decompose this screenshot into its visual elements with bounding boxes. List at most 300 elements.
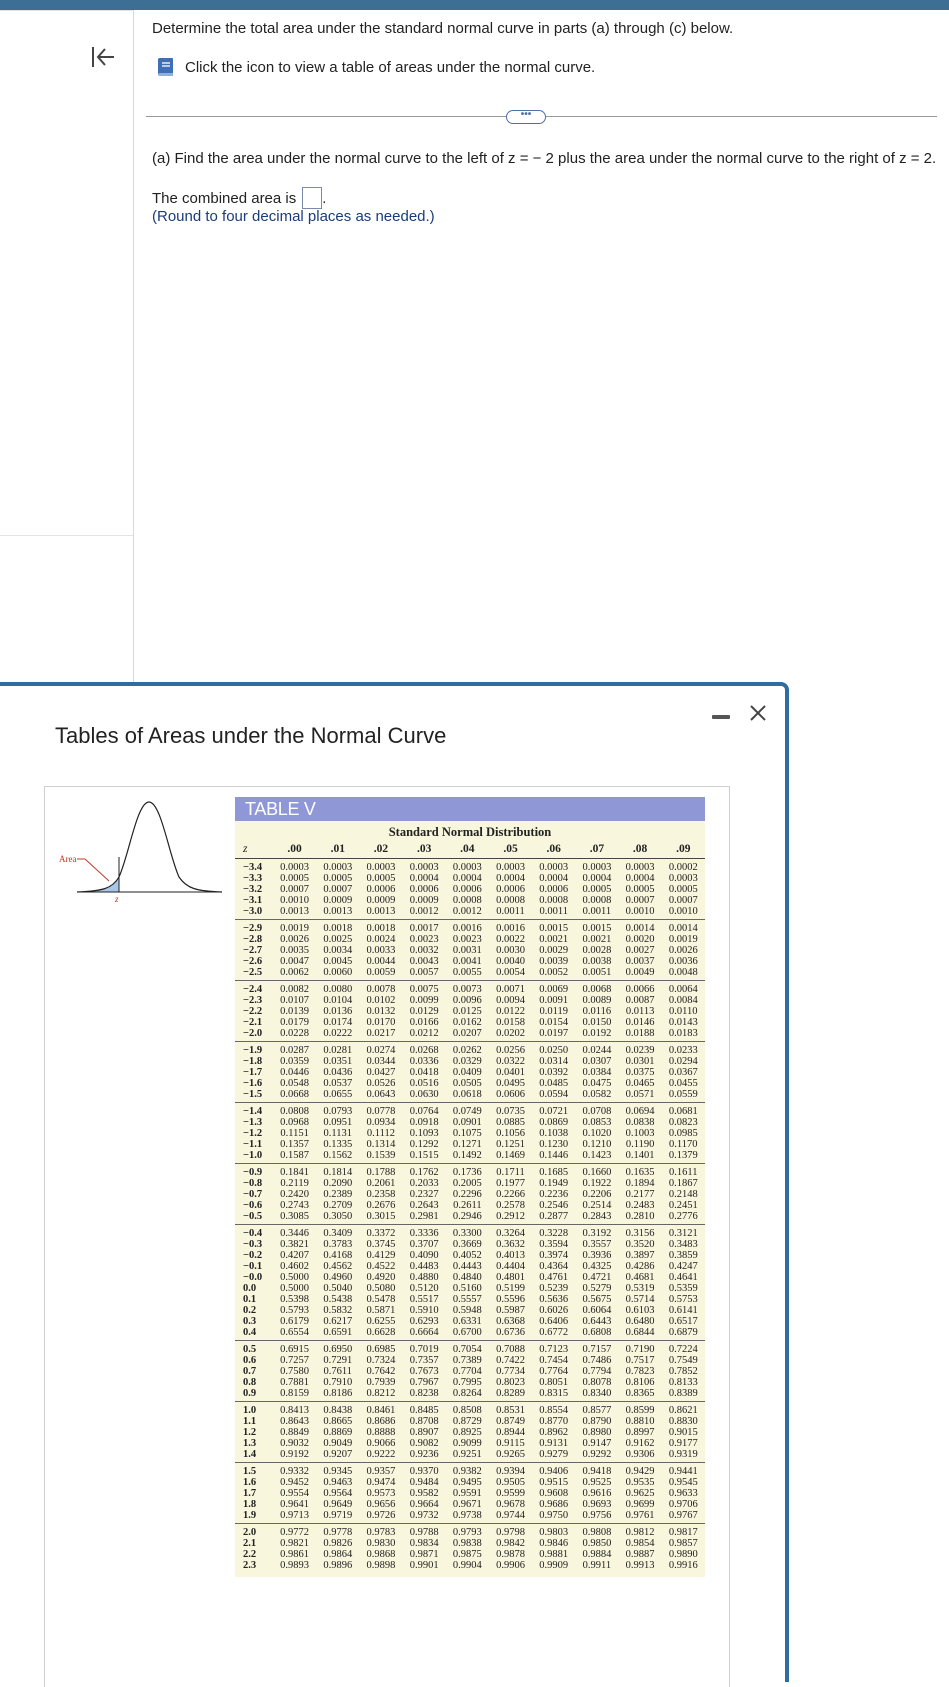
table-row-group xyxy=(235,1402,705,1463)
area-cell: 0.0005 xyxy=(366,873,396,884)
normal-table-modal xyxy=(0,682,789,1682)
area-cell: 0.7190 xyxy=(625,1344,655,1355)
area-cell: 0.0548 xyxy=(280,1078,310,1089)
area-cell: 0.9505 xyxy=(496,1477,525,1488)
book-icon[interactable] xyxy=(155,56,175,78)
area-cell: 0.9564 xyxy=(323,1488,353,1499)
area-cell: 0.0013 xyxy=(366,906,396,917)
area-cell: 0.8389 xyxy=(668,1388,698,1399)
area-cell: 0.0668 xyxy=(280,1089,310,1100)
area-cell: 0.1841 xyxy=(280,1167,310,1178)
area-cell: 0.0021 xyxy=(582,934,612,945)
area-cell: 0.9778 xyxy=(323,1527,353,1538)
area-cell: 0.7324 xyxy=(366,1355,396,1366)
z-value-cell: −3.4 xyxy=(243,862,263,873)
z-value-cell: 1.3 xyxy=(243,1438,257,1449)
area-cell: 0.0119 xyxy=(539,1006,568,1017)
area-cell: 0.8749 xyxy=(496,1416,525,1427)
table-row xyxy=(235,1449,705,1460)
area-cell: 0.9821 xyxy=(280,1538,310,1549)
area-cell: 0.1210 xyxy=(582,1139,612,1150)
area-cell: 0.0006 xyxy=(452,884,482,895)
area-cell: 0.0082 xyxy=(280,984,310,995)
area-cell: 0.2005 xyxy=(452,1178,482,1189)
expand-more-button[interactable]: ••• xyxy=(506,110,546,124)
area-cell: 0.0170 xyxy=(366,1017,396,1028)
area-cell: 0.0322 xyxy=(496,1056,525,1067)
area-cell: 0.5120 xyxy=(409,1283,439,1294)
area-cell: 0.9515 xyxy=(539,1477,569,1488)
area-cell: 0.9147 xyxy=(582,1438,612,1449)
area-cell: 0.9896 xyxy=(323,1560,353,1571)
area-cell: 0.1271 xyxy=(452,1139,482,1150)
area-cell: 0.1314 xyxy=(366,1139,396,1150)
z-value-cell: −0.5 xyxy=(243,1211,263,1222)
area-cell: 0.6026 xyxy=(539,1305,569,1316)
area-cell: 0.9904 xyxy=(452,1560,482,1571)
area-cell: 0.9370 xyxy=(409,1466,439,1477)
area-cell: 0.2578 xyxy=(496,1200,525,1211)
area-cell: 0.0094 xyxy=(496,995,525,1006)
z-value-cell: 2.0 xyxy=(243,1527,257,1538)
z-value-cell: −0.3 xyxy=(243,1239,263,1250)
column-header: .00 xyxy=(287,843,302,855)
table-row xyxy=(235,1239,705,1250)
area-cell: 0.1056 xyxy=(496,1128,525,1139)
area-cell: 0.4247 xyxy=(668,1261,698,1272)
table-column-header-row xyxy=(235,840,705,859)
area-cell: 0.0808 xyxy=(280,1106,310,1117)
table-row xyxy=(235,873,705,884)
area-cell: 0.9162 xyxy=(625,1438,655,1449)
area-cell: 0.0885 xyxy=(496,1117,525,1128)
area-cell: 0.0436 xyxy=(323,1067,353,1078)
area-cell: 0.0125 xyxy=(452,1006,482,1017)
area-cell: 0.7357 xyxy=(409,1355,439,1366)
area-cell: 0.5319 xyxy=(625,1283,655,1294)
area-cell: 0.7454 xyxy=(539,1355,569,1366)
area-cell: 0.6255 xyxy=(366,1316,396,1327)
area-cell: 0.2843 xyxy=(582,1211,612,1222)
table-header: TABLE V xyxy=(235,797,705,821)
table-row xyxy=(235,923,705,934)
area-cell: 0.0018 xyxy=(366,923,396,934)
table-row-group xyxy=(235,1164,705,1225)
area-cell: 0.1446 xyxy=(539,1150,569,1161)
area-cell: 0.0132 xyxy=(366,1006,396,1017)
area-cell: 0.0051 xyxy=(582,967,612,978)
area-cell: 0.7517 xyxy=(625,1355,655,1366)
z-value-cell: 0.7 xyxy=(243,1366,257,1377)
table-row xyxy=(235,967,705,978)
area-cell: 0.0764 xyxy=(409,1106,439,1117)
area-cell: 0.2090 xyxy=(323,1178,353,1189)
answer-line xyxy=(152,187,326,209)
area-cell: 0.0024 xyxy=(366,934,396,945)
area-cell: 0.0045 xyxy=(323,956,353,967)
area-cell: 0.0011 xyxy=(582,906,612,917)
area-cell: 0.0485 xyxy=(539,1078,569,1089)
area-cell: 0.9719 xyxy=(323,1510,353,1521)
area-cell: 0.2206 xyxy=(582,1189,612,1200)
area-cell: 0.0003 xyxy=(496,862,525,873)
z-value-cell: −2.0 xyxy=(243,1028,263,1039)
area-cell: 0.4602 xyxy=(280,1261,310,1272)
z-value-cell: 2.3 xyxy=(243,1560,257,1571)
area-cell: 0.3483 xyxy=(668,1239,698,1250)
z-value-cell: 1.2 xyxy=(243,1427,257,1438)
area-cell: 0.0630 xyxy=(409,1089,439,1100)
area-cell: 0.3015 xyxy=(366,1211,396,1222)
area-cell: 0.4721 xyxy=(582,1272,612,1283)
z-value-cell: −1.0 xyxy=(243,1150,263,1161)
area-cell: 0.9884 xyxy=(582,1549,612,1560)
area-cell: 0.9868 xyxy=(366,1549,396,1560)
area-cell: 0.4364 xyxy=(539,1261,569,1272)
area-cell: 0.0013 xyxy=(280,906,310,917)
table-row-group xyxy=(235,1524,705,1573)
area-cell: 0.0005 xyxy=(668,884,698,895)
table-row xyxy=(235,934,705,945)
collapse-back-icon[interactable] xyxy=(90,44,116,70)
table-row-group xyxy=(235,1463,705,1524)
area-cell: 0.8186 xyxy=(323,1388,353,1399)
area-cell: 0.5160 xyxy=(452,1283,482,1294)
area-cell: 0.3409 xyxy=(323,1228,353,1239)
area-cell: 0.0023 xyxy=(409,934,439,945)
area-cell: 0.7611 xyxy=(323,1366,353,1377)
area-cell: 0.9082 xyxy=(409,1438,439,1449)
area-cell: 0.0107 xyxy=(280,995,310,1006)
area-cell: 0.3372 xyxy=(366,1228,396,1239)
area-cell: 0.0154 xyxy=(539,1017,569,1028)
area-cell: 0.6480 xyxy=(625,1316,655,1327)
area-cell: 0.1151 xyxy=(280,1128,309,1139)
area-cell: 0.6985 xyxy=(366,1344,396,1355)
area-cell: 0.4562 xyxy=(323,1261,353,1272)
area-cell: 0.9664 xyxy=(409,1499,439,1510)
area-cell: 0.9319 xyxy=(668,1449,698,1460)
area-cell: 0.2420 xyxy=(280,1189,310,1200)
table-row xyxy=(235,895,705,906)
area-cell: 0.9761 xyxy=(625,1510,655,1521)
area-cell: 0.9429 xyxy=(625,1466,655,1477)
area-cell: 0.7549 xyxy=(668,1355,698,1366)
area-cell: 0.0104 xyxy=(323,995,353,1006)
area-cell: 0.0014 xyxy=(625,923,655,934)
area-cell: 0.6368 xyxy=(496,1316,525,1327)
area-cell: 0.8340 xyxy=(582,1388,612,1399)
area-cell: 0.9484 xyxy=(409,1477,439,1488)
area-cell: 0.9767 xyxy=(668,1510,698,1521)
area-cell: 0.7881 xyxy=(280,1377,310,1388)
z-value-cell: 0.4 xyxy=(243,1327,257,1338)
area-cell: 0.6844 xyxy=(625,1327,655,1338)
area-cell: 0.0749 xyxy=(452,1106,482,1117)
area-cell: 0.0495 xyxy=(496,1078,525,1089)
table-row xyxy=(235,995,705,1006)
area-cell: 0.7123 xyxy=(539,1344,569,1355)
area-cell: 0.2327 xyxy=(409,1189,439,1200)
table-row xyxy=(235,1189,705,1200)
area-cell: 0.5478 xyxy=(366,1294,396,1305)
area-cell: 0.3707 xyxy=(409,1239,439,1250)
area-cell: 0.0823 xyxy=(668,1117,698,1128)
area-cell: 0.0096 xyxy=(452,995,482,1006)
table-row xyxy=(235,1128,705,1139)
area-cell: 0.0035 xyxy=(280,945,310,956)
area-cell: 0.0004 xyxy=(409,873,439,884)
area-cell: 0.1379 xyxy=(668,1150,698,1161)
area-cell: 0.0015 xyxy=(539,923,569,934)
area-cell: 0.9535 xyxy=(625,1477,655,1488)
area-cell: 0.0384 xyxy=(582,1067,612,1078)
area-cell: 0.4129 xyxy=(366,1250,396,1261)
table-row xyxy=(235,1344,705,1355)
area-cell: 0.1492 xyxy=(452,1150,482,1161)
table-row xyxy=(235,1388,705,1399)
area-cell: 0.1867 xyxy=(668,1178,698,1189)
rail-divider xyxy=(0,535,133,536)
area-cell: 0.8051 xyxy=(539,1377,569,1388)
area-cell: 0.0033 xyxy=(366,945,396,956)
column-header: .07 xyxy=(589,843,605,855)
area-cell: 0.5987 xyxy=(496,1305,525,1316)
minimize-icon[interactable] xyxy=(712,715,730,719)
z-value-cell: −2.2 xyxy=(243,1006,263,1017)
area-cell: 0.0918 xyxy=(409,1117,439,1128)
area-cell: 0.8577 xyxy=(582,1405,612,1416)
area-cell: 0.7580 xyxy=(280,1366,310,1377)
area-cell: 0.3632 xyxy=(496,1239,525,1250)
help-text[interactable]: Click the icon to view a table of areas under the normal curve. xyxy=(185,58,596,76)
area-cell: 0.9222 xyxy=(366,1449,396,1460)
area-cell: 0.9788 xyxy=(409,1527,439,1538)
area-cell: 0.1894 xyxy=(625,1178,655,1189)
area-cell: 0.5557 xyxy=(452,1294,482,1305)
area-cell: 0.3192 xyxy=(582,1228,612,1239)
area-cell: 0.9032 xyxy=(280,1438,310,1449)
area-cell: 0.0011 xyxy=(496,906,525,917)
combined-area-input[interactable] xyxy=(302,187,322,209)
area-cell: 0.0250 xyxy=(539,1045,569,1056)
area-cell: 0.2776 xyxy=(668,1211,698,1222)
z-value-cell: 0.8 xyxy=(243,1377,257,1388)
area-cell: 0.1093 xyxy=(409,1128,439,1139)
table-row xyxy=(235,1067,705,1078)
area-cell: 0.0146 xyxy=(625,1017,655,1028)
area-cell: 0.8729 xyxy=(452,1416,482,1427)
area-cell: 0.0016 xyxy=(452,923,482,934)
z-value-cell: 0.0 xyxy=(243,1283,257,1294)
area-cell: 0.0054 xyxy=(496,967,525,978)
area-cell: 0.5636 xyxy=(539,1294,569,1305)
area-cell: 0.0091 xyxy=(539,995,569,1006)
area-cell: 0.5040 xyxy=(323,1283,353,1294)
table-row xyxy=(235,1150,705,1161)
table-row xyxy=(235,956,705,967)
area-cell: 0.9909 xyxy=(539,1560,569,1571)
table-row-group xyxy=(235,1042,705,1103)
area-cell: 0.6179 xyxy=(280,1316,310,1327)
column-header: .04 xyxy=(460,843,475,855)
area-cell: 0.3669 xyxy=(452,1239,482,1250)
area-cell: 0.0526 xyxy=(366,1078,396,1089)
area-cell: 0.1788 xyxy=(366,1167,396,1178)
area-cell: 0.0375 xyxy=(625,1067,655,1078)
area-cell: 0.9744 xyxy=(496,1510,525,1521)
area-cell: 0.3300 xyxy=(452,1228,482,1239)
area-cell: 0.8238 xyxy=(409,1388,439,1399)
area-cell: 0.0244 xyxy=(582,1045,612,1056)
area-cell: 0.8531 xyxy=(496,1405,525,1416)
area-cell: 0.9066 xyxy=(366,1438,396,1449)
area-cell: 0.0043 xyxy=(409,956,439,967)
area-cell: 0.9726 xyxy=(366,1510,396,1521)
area-cell: 0.4641 xyxy=(668,1272,698,1283)
area-cell: 0.0516 xyxy=(409,1078,439,1089)
area-cell: 0.3446 xyxy=(280,1228,310,1239)
area-cell: 0.1635 xyxy=(625,1167,655,1178)
z-value-cell: −2.8 xyxy=(243,934,263,945)
area-cell: 0.9306 xyxy=(625,1449,655,1460)
table-row xyxy=(235,1560,705,1571)
area-cell: 0.0029 xyxy=(539,945,569,956)
table-subtitle: Standard Normal Distribution xyxy=(388,825,552,839)
table-body xyxy=(235,821,705,1577)
area-cell: 0.0059 xyxy=(366,967,396,978)
area-cell: 0.0068 xyxy=(582,984,612,995)
area-cell: 0.9279 xyxy=(539,1449,569,1460)
area-cell: 0.8907 xyxy=(409,1427,439,1438)
area-cell: 0.4483 xyxy=(409,1261,439,1272)
area-cell: 0.9857 xyxy=(668,1538,698,1549)
table-row xyxy=(235,1200,705,1211)
area-cell: 0.9861 xyxy=(280,1549,310,1560)
area-cell: 0.9265 xyxy=(496,1449,525,1460)
area-cell: 0.0418 xyxy=(409,1067,439,1078)
area-cell: 0.0030 xyxy=(496,945,525,956)
area-cell: 0.0143 xyxy=(668,1017,698,1028)
z-value-cell: 2.1 xyxy=(243,1538,257,1549)
area-cell: 0.0559 xyxy=(668,1089,698,1100)
area-cell: 0.3336 xyxy=(409,1228,439,1239)
area-cell: 0.0047 xyxy=(280,956,310,967)
area-cell: 0.9452 xyxy=(280,1477,310,1488)
area-cell: 0.0052 xyxy=(539,967,569,978)
area-cell: 0.7910 xyxy=(323,1377,353,1388)
area-cell: 0.0009 xyxy=(366,895,396,906)
area-cell: 0.1075 xyxy=(452,1128,482,1139)
area-cell: 0.0136 xyxy=(323,1006,353,1017)
area-cell: 0.2514 xyxy=(582,1200,612,1211)
area-cell: 0.9177 xyxy=(668,1438,698,1449)
area-cell: 0.5948 xyxy=(452,1305,482,1316)
column-header: .09 xyxy=(676,843,691,855)
table-row xyxy=(235,1549,705,1560)
area-cell: 0.4013 xyxy=(496,1250,525,1261)
table-row xyxy=(235,984,705,995)
area-cell: 0.8790 xyxy=(582,1416,612,1427)
area-cell: 0.7224 xyxy=(668,1344,698,1355)
area-cell: 0.2296 xyxy=(452,1189,482,1200)
area-cell: 0.8665 xyxy=(323,1416,353,1427)
area-cell: 0.9131 xyxy=(539,1438,569,1449)
area-cell: 0.0018 xyxy=(323,923,353,934)
area-cell: 0.4052 xyxy=(452,1250,482,1261)
area-cell: 0.0336 xyxy=(409,1056,439,1067)
area-cell: 0.0028 xyxy=(582,945,612,956)
area-cell: 0.7088 xyxy=(496,1344,525,1355)
area-cell: 0.3050 xyxy=(323,1211,353,1222)
area-cell: 0.0294 xyxy=(668,1056,698,1067)
area-cell: 0.3156 xyxy=(625,1228,655,1239)
area-cell: 0.2389 xyxy=(323,1189,353,1200)
column-header: .05 xyxy=(503,843,518,855)
z-value-cell: −0.2 xyxy=(243,1250,263,1261)
area-cell: 0.0008 xyxy=(496,895,525,906)
area-cell: 0.9649 xyxy=(323,1499,353,1510)
area-cell: 0.1292 xyxy=(409,1139,439,1150)
area-cell: 0.0012 xyxy=(409,906,439,917)
close-icon[interactable] xyxy=(748,703,768,723)
z-value-cell: 0.3 xyxy=(243,1316,257,1327)
z-table-grid xyxy=(235,840,705,1573)
area-cell: 0.9192 xyxy=(280,1449,310,1460)
area-cell: 0.9394 xyxy=(496,1466,525,1477)
area-cell: 0.2177 xyxy=(625,1189,655,1200)
area-cell: 0.2358 xyxy=(366,1189,396,1200)
area-cell: 0.3085 xyxy=(280,1211,310,1222)
area-cell: 0.8133 xyxy=(668,1377,698,1388)
area-cell: 0.8980 xyxy=(582,1427,612,1438)
z-value-cell: −3.1 xyxy=(243,895,263,906)
area-cell: 0.3783 xyxy=(323,1239,353,1250)
area-cell: 0.7389 xyxy=(452,1355,482,1366)
area-cell: 0.0049 xyxy=(625,967,655,978)
rail-divider xyxy=(0,10,133,11)
modal-title: Tables of Areas under the Normal Curve xyxy=(55,723,447,748)
area-cell: 0.8461 xyxy=(366,1405,396,1416)
area-cell: 0.0031 xyxy=(452,945,482,956)
area-cell: 0.5832 xyxy=(323,1305,353,1316)
area-cell: 0.0025 xyxy=(323,934,353,945)
area-cell: 0.9251 xyxy=(452,1449,482,1460)
table-row xyxy=(235,1355,705,1366)
table-v xyxy=(235,797,705,1577)
area-cell: 0.0007 xyxy=(668,895,698,906)
area-cell: 0.0003 xyxy=(625,862,655,873)
z-value-cell: −1.3 xyxy=(243,1117,263,1128)
area-cell: 0.0409 xyxy=(452,1067,482,1078)
area-cell: 0.0040 xyxy=(496,956,525,967)
area-cell: 0.0055 xyxy=(452,967,482,978)
z-value-cell: 2.2 xyxy=(243,1549,257,1560)
area-cell: 0.0009 xyxy=(323,895,353,906)
area-cell: 0.9713 xyxy=(280,1510,310,1521)
area-cell: 0.0618 xyxy=(452,1089,482,1100)
area-cell: 0.1562 xyxy=(323,1150,353,1161)
area-cell: 0.9641 xyxy=(280,1499,310,1510)
area-cell: 0.1112 xyxy=(366,1128,396,1139)
area-cell: 0.0034 xyxy=(323,945,353,956)
area-cell: 0.8869 xyxy=(323,1427,353,1438)
area-cell: 0.2743 xyxy=(280,1200,310,1211)
area-cell: 0.2061 xyxy=(366,1178,396,1189)
table-row xyxy=(235,1427,705,1438)
area-cell: 0.3821 xyxy=(280,1239,310,1250)
table-row xyxy=(235,1538,705,1549)
